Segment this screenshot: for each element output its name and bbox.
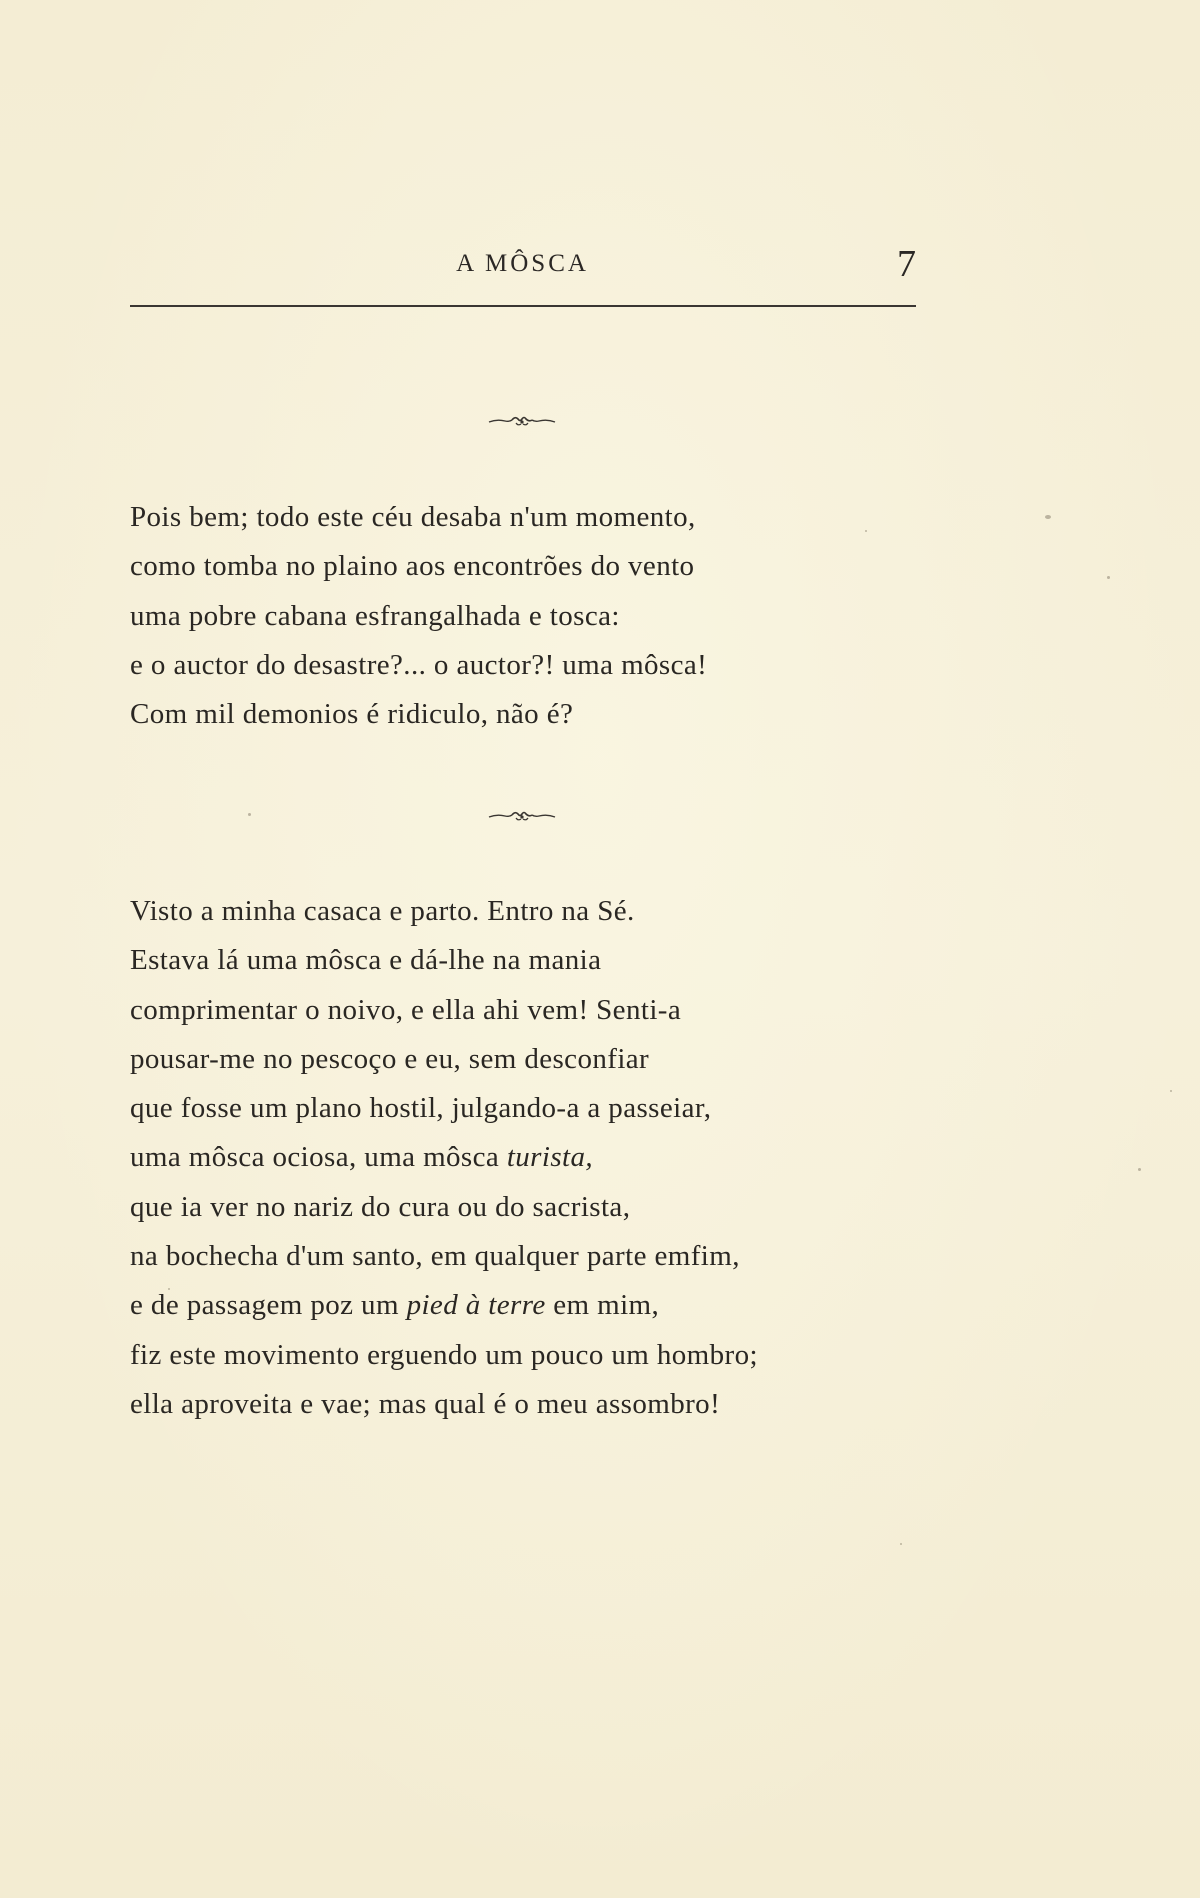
verse-italic: pied à terre [406,1289,546,1322]
paper-speck [1107,576,1110,579]
verse-line [130,1281,890,1330]
verse-line: que fosse um plano hostil, julgando-a a passeiar, [130,1092,712,1125]
ornament-flourish-icon [487,413,557,429]
verse-line [130,1133,890,1182]
verse-line: Estava lá uma môsca e dá-lhe na mania [130,944,602,977]
paper-speck [248,813,251,816]
verse-line: e o auctor do desastre?... o auctor?! uma môsca! [130,648,708,681]
verse-line: que ia ver no nariz do cura ou do sacrista, [130,1190,631,1223]
verse-text: em mim, [545,1289,660,1322]
verse-line: uma pobre cabana esfrangalhada e tosca: [130,599,620,632]
running-title: A MÔSCA [456,250,589,277]
verse-line: ella aproveita e vae; mas qual é o meu assombro! [130,1387,721,1420]
paper-speck [1138,1168,1141,1171]
paper-speck [1170,1090,1172,1092]
verse-italic: turista, [506,1141,594,1174]
verse-line: fiz este movimento erguendo um pouco um hombro; [130,1338,758,1371]
ornament-flourish-icon [487,808,557,824]
stanza-1 [130,493,890,739]
stanza-2 [130,887,890,1429]
verse-text: e de passagem poz um [130,1289,407,1322]
verse-line: comprimentar o noivo, e ella ahi vem! Senti-a [130,993,682,1026]
verse-line: pousar-me no pescoço e eu, sem desconfiar [130,1042,650,1075]
paper-speck [1045,515,1051,519]
verse-line: Visto a minha casaca e parto. Entro na Sé. [130,895,635,927]
page-number: 7 [897,243,916,285]
verse-line: Pois bem; todo este céu desaba n'um momento, [130,501,696,533]
header-rule [130,305,916,307]
paper-speck [900,1543,902,1545]
verse-line: como tomba no plaino aos encontrões do vento [130,550,695,583]
verse-line: Com mil demonios é ridiculo, não é? [130,698,574,731]
verse-text: uma môsca ociosa, uma môsca [130,1141,507,1174]
verse-line: na bochecha d'um santo, em qualquer parte emfim, [130,1240,740,1273]
